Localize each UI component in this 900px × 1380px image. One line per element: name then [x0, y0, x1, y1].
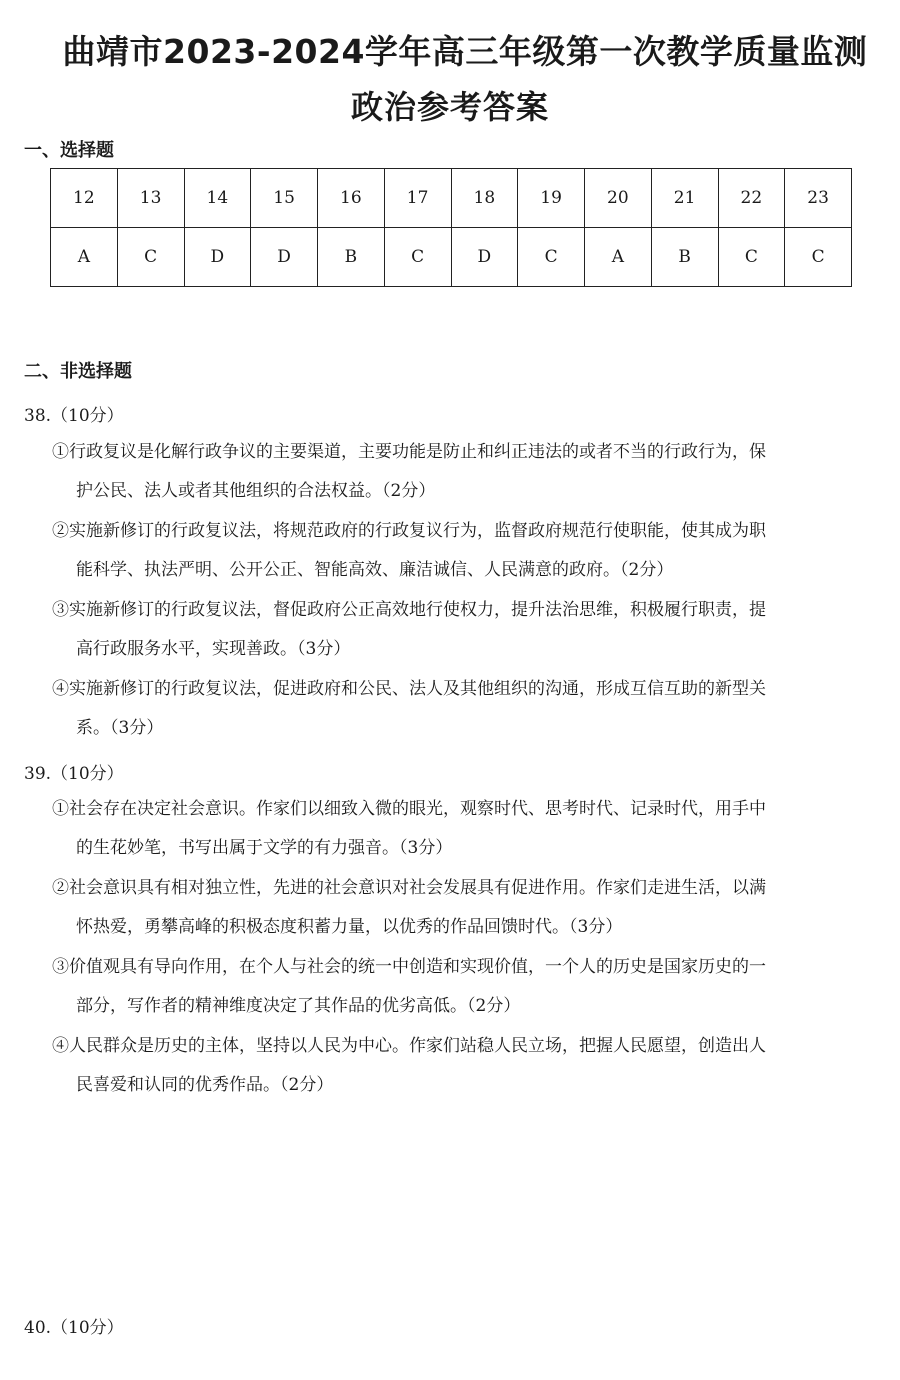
q38-point-2-line1: ②实施新修订的行政复议法，将规范政府的行政复议行为，监督政府规范行使职能，使其成为职 [52, 521, 766, 541]
answer-cell: C [518, 228, 585, 287]
question-number: 23 [785, 169, 852, 228]
q39-point-2 [52, 869, 880, 947]
q38-point-1-line2: 护公民、法人或者其他组织的合法权益。（2分） [76, 481, 436, 501]
question-number: 14 [184, 169, 251, 228]
question-number: 22 [718, 169, 785, 228]
q38-point-2-line2: 能科学、执法严明、公开公正、智能高效、廉洁诚信、人民满意的政府。（2分） [76, 560, 674, 580]
question-40-header: 40.（10分） [24, 1318, 124, 1338]
section-nonchoice-heading: 二、非选择题 [24, 361, 132, 382]
q38-point-4-line1: ④实施新修订的行政复议法，促进政府和公民、法人及其他组织的沟通，形成互信互助的新型关 [52, 679, 766, 699]
q38-point-3-line2: 高行政服务水平，实现善政。（3分） [76, 639, 351, 659]
q38-point-1-line1: ①行政复议是化解行政争议的主要渠道，主要功能是防止和纠正违法的或者不当的行政行为，保 [52, 442, 766, 462]
answer-cell: C [785, 228, 852, 287]
q38-point-4 [52, 670, 880, 748]
question-number: 16 [318, 169, 385, 228]
q39-point-4-line2: 民喜爱和认同的优秀作品。（2分） [76, 1075, 334, 1095]
q39-point-1-line1: ①社会存在决定社会意识。作家们以细致入微的眼光，观察时代、思考时代、记录时代，用手中 [52, 799, 766, 819]
question-number: 17 [384, 169, 451, 228]
q39-point-2-line2: 怀热爱，勇攀高峰的积极态度积蓄力量，以优秀的作品回馈时代。（3分） [76, 917, 623, 937]
q39-point-4-line1: ④人民群众是历史的主体，坚持以人民为中心。作家们站稳人民立场，把握人民愿望，创造出人 [52, 1036, 766, 1056]
question-number: 15 [251, 169, 318, 228]
answer-cell: A [585, 228, 652, 287]
q39-point-1 [52, 790, 880, 868]
answer-cell: C [718, 228, 785, 287]
q39-point-2-line1: ②社会意识具有相对独立性，先进的社会意识对社会发展具有促进作用。作家们走进生活，以满 [52, 878, 766, 898]
q38-point-3 [52, 591, 880, 669]
q39-point-3-line2: 部分，写作者的精神维度决定了其作品的优劣高低。（2分） [76, 996, 521, 1016]
question-number: 20 [585, 169, 652, 228]
q38-point-3-line1: ③实施新修订的行政复议法，督促政府公正高效地行使权力，提升法治思维，积极履行职责，提 [52, 600, 766, 620]
question-number: 13 [117, 169, 184, 228]
q39-point-3-line1: ③价值观具有导向作用，在个人与社会的统一中创造和实现价值，一个人的历史是国家历史的一 [52, 957, 766, 977]
question-number: 12 [51, 169, 118, 228]
q39-point-3 [52, 948, 880, 1026]
answer-cell: C [384, 228, 451, 287]
question-number: 18 [451, 169, 518, 228]
question-number: 21 [651, 169, 718, 228]
document-title: 曲靖市2023-2024学年高三年级第一次教学质量监测 [62, 32, 868, 71]
answer-cell: B [318, 228, 385, 287]
answer-row [51, 228, 852, 287]
question-number-row [51, 169, 852, 228]
answer-cell: B [651, 228, 718, 287]
section-choice-heading: 一、选择题 [24, 140, 114, 161]
q38-point-2 [52, 512, 880, 590]
document-subtitle: 政治参考答案 [350, 88, 549, 126]
choice-answer-table [50, 168, 852, 287]
answer-cell: A [51, 228, 118, 287]
answer-cell: D [451, 228, 518, 287]
q39-point-4 [52, 1027, 880, 1105]
answer-cell: D [251, 228, 318, 287]
question-39-header: 39.（10分） [24, 764, 124, 784]
q38-point-1 [52, 433, 880, 511]
question-number: 19 [518, 169, 585, 228]
q39-point-1-line2: 的生花妙笔，书写出属于文学的有力强音。（3分） [76, 838, 453, 858]
question-38-header: 38.（10分） [24, 406, 124, 426]
q38-point-4-line2: 系。（3分） [76, 718, 164, 738]
answer-cell: C [117, 228, 184, 287]
answer-cell: D [184, 228, 251, 287]
